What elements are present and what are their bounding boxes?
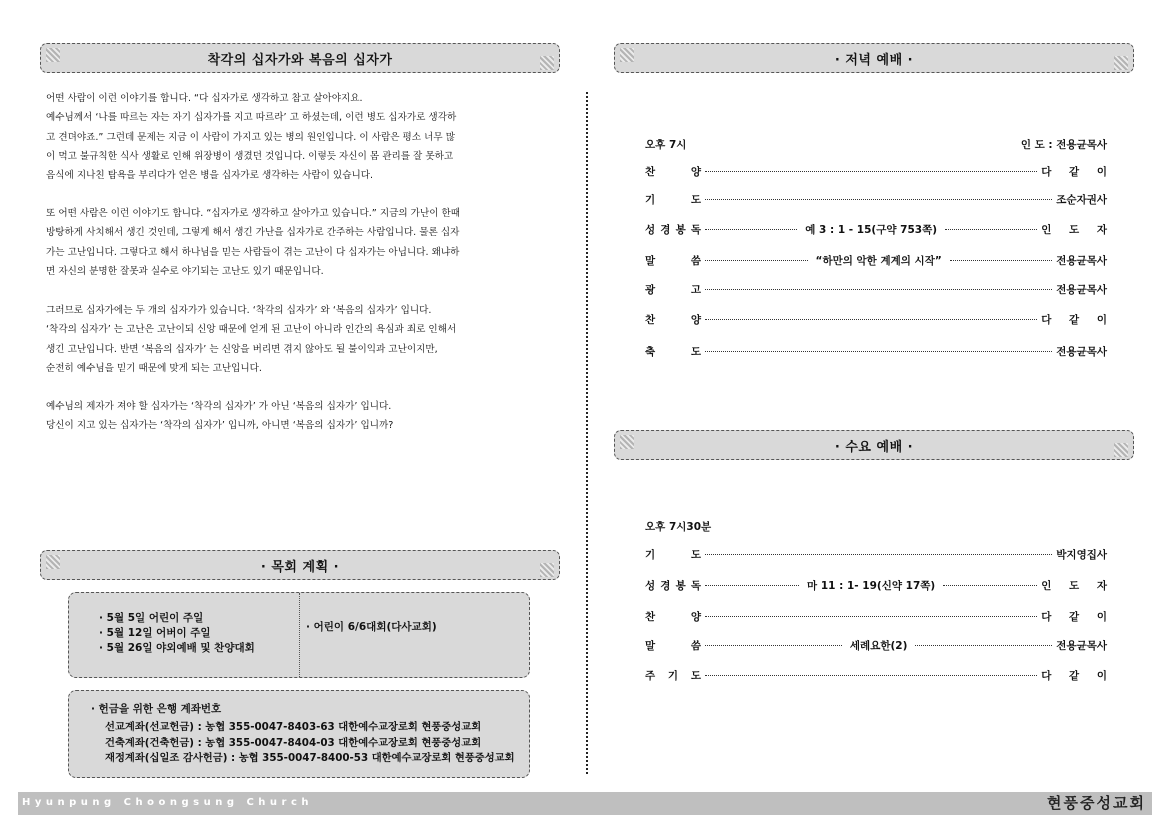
essay-paragraph <box>46 204 534 281</box>
order-row <box>645 576 1114 594</box>
bank-title: · 헌금을 위한 은행 계좌번호 <box>91 703 222 715</box>
church-name-english: Hyunpung Choongsung Church <box>22 797 314 808</box>
label-char: 도 <box>690 345 701 358</box>
order-row <box>645 636 1107 654</box>
order-row <box>645 190 1107 208</box>
order-leader: 인 도 자 <box>1041 223 1114 236</box>
label-char: 기 <box>645 548 656 561</box>
order-leader: 다 같 이 <box>1041 669 1114 682</box>
corner-pattern-icon <box>620 435 634 449</box>
order-label <box>645 222 701 237</box>
corner-pattern-icon <box>1114 56 1128 70</box>
dot-leader <box>705 675 1037 676</box>
dot-leader <box>705 260 808 261</box>
essay-title: 착각의 십자가와 복음의 십자가 <box>207 52 393 68</box>
text-line: 음식에 지나친 탐욕을 부리다가 얻은 병을 십자가로 생각하는 사람이 있습니다. <box>46 170 374 182</box>
text-line: 생긴 고난입니다. 반면 ‘복음의 십자가’ 는 신앙을 버리면 겪지 않아도 될 불이익과 고난이지만, <box>46 343 438 355</box>
label-char: 도 <box>690 193 701 206</box>
bank-line: 선교계좌(선교헌금) : 농협 355-0047-8403-63 대한예수교장로회 현풍중성교회 <box>105 721 482 733</box>
corner-pattern-icon <box>1114 443 1128 457</box>
plan-item: · 5월 12일 어버이 주일 <box>99 627 211 639</box>
order-detail: 마 11 : 1- 19(신약 17쪽) <box>807 579 936 592</box>
order-row <box>645 545 1107 563</box>
dot-leader <box>705 229 797 230</box>
label-char: 찬 <box>645 165 656 178</box>
plan-item: · 어린이 6/6대회(다사교회) <box>306 621 437 633</box>
text-line: 예수님께서 ‘나를 따르는 자는 자기 십자가를 지고 따르라’ 고 하셨는데, 이런 병도 십자가로 생각하 <box>46 112 457 124</box>
wednesday-title: · 수요 예배 · <box>834 439 914 455</box>
evening-title-banner <box>614 43 1134 73</box>
order-detail: 세례요한(2) <box>849 639 908 652</box>
dot-leader <box>705 645 842 646</box>
order-leader: 조순자권사 <box>1056 193 1107 206</box>
text-line: 이 먹고 불규칙한 식사 생활로 인해 위장병이 생겼던 것입니다. 이렇듯 자신이 몸 관리를 잘 못하고 <box>46 150 454 162</box>
label-char: 말 <box>645 254 656 267</box>
text-line: 고 견뎌야죠.” 그런데 문제는 지금 이 사람이 가지고 있는 병의 원인입니다. 이 사람은 평소 너무 많 <box>46 131 455 143</box>
corner-pattern-icon <box>46 48 60 62</box>
label-char: 독 <box>690 223 701 236</box>
dot-leader <box>950 260 1053 261</box>
essay-title-banner <box>40 43 560 73</box>
evening-title: · 저녁 예배 · <box>834 52 914 68</box>
bank-line: 재정계좌(십일조 감사헌금) : 농협 355-0047-8400-53 대한예수교장로회 현풍중성교회 <box>105 752 515 764</box>
order-label <box>645 164 701 179</box>
order-row <box>645 251 1107 269</box>
dot-leader <box>705 554 1052 555</box>
dot-leader <box>705 289 1052 290</box>
label-char: 기 <box>645 193 656 206</box>
label-char: 성 <box>645 223 656 236</box>
dot-leader <box>705 199 1052 200</box>
label-char: 광 <box>645 283 656 296</box>
order-label <box>645 638 701 653</box>
label-char: 성 <box>645 579 656 592</box>
label-char: 경 <box>660 223 671 236</box>
essay-paragraph <box>46 301 534 378</box>
label-char: 찬 <box>645 610 656 623</box>
text-line: ‘착각의 십자가’ 는 고난은 고난이되 신앙 때문에 얻게 된 고난이 아니라 인간의 욕심과 죄로 인해서 <box>46 324 457 336</box>
dot-leader <box>943 585 1037 586</box>
plan-divider <box>299 593 300 677</box>
bank-box <box>68 690 530 778</box>
label-char: 축 <box>645 345 656 358</box>
dot-leader <box>705 616 1037 617</box>
label-char: 봉 <box>675 223 686 236</box>
dot-leader <box>705 319 1037 320</box>
label-char: 경 <box>660 579 671 592</box>
label-char: 양 <box>690 313 701 326</box>
evening-preacher: 인 도 : 전용균목사 <box>1020 139 1107 151</box>
plan-item: · 5월 5일 어린이 주일 <box>99 612 204 624</box>
text-line: 순전히 예수님을 믿기 때문에 맞게 되는 고난입니다. <box>46 362 262 374</box>
order-row <box>645 280 1107 298</box>
label-char: 도 <box>690 669 701 682</box>
order-label <box>645 578 701 593</box>
text-line: 예수님의 제자가 져야 할 십자가는 ‘착각의 십자가’ 가 아닌 ‘복음의 십자가’ 입니다. <box>46 401 392 412</box>
plan-item: · 5월 26일 야외예배 및 찬양대회 <box>99 642 255 654</box>
order-row <box>645 162 1114 180</box>
label-char: 말 <box>645 639 656 652</box>
order-leader: 박지영집사 <box>1056 548 1107 561</box>
plan-list <box>99 611 255 656</box>
order-leader: 전용균목사 <box>1056 639 1108 652</box>
dot-leader <box>915 645 1052 646</box>
order-leader: 전용균목사 <box>1056 283 1107 296</box>
order-row <box>645 310 1114 328</box>
label-char: 기 <box>667 669 679 682</box>
label-char: 고 <box>690 283 701 296</box>
label-char: 양 <box>690 165 701 178</box>
footer-bar <box>18 792 1152 815</box>
column-divider <box>586 92 588 774</box>
corner-pattern-icon <box>620 48 634 62</box>
text-line: 그러므로 십자가에는 두 개의 십자가가 있습니다. ‘착각의 십자가’ 와 ‘복음의 십자가’ 입니다. <box>46 305 432 316</box>
order-leader: 다 같 이 <box>1041 313 1114 326</box>
order-label <box>645 253 701 268</box>
order-label <box>645 668 701 683</box>
church-name-korean: 현풍중성교회 <box>1047 794 1146 812</box>
order-leader: 전용균목사 <box>1056 345 1107 358</box>
bank-line: 건축계좌(건축헌금) : 농협 355-0047-8404-03 대한예수교장로회 현풍중성교회 <box>105 737 482 749</box>
order-leader: 다 같 이 <box>1041 165 1114 178</box>
label-char: 독 <box>690 579 701 592</box>
label-char: 씀 <box>690 639 701 652</box>
text-line: 면 자신의 분명한 잘못과 실수로 야기되는 고난도 있기 때문입니다. <box>46 265 324 277</box>
plan-box <box>68 592 530 678</box>
order-label <box>645 192 701 207</box>
label-char: 봉 <box>675 579 686 592</box>
plan-title: · 목회 계획 · <box>260 559 340 575</box>
order-leader: 인 도 자 <box>1041 579 1114 592</box>
order-row <box>645 220 1114 238</box>
order-label <box>645 609 701 624</box>
label-char: 도 <box>690 548 701 561</box>
corner-pattern-icon <box>540 56 554 70</box>
wednesday-time: 오후 7시30분 <box>645 521 712 533</box>
label-char: 찬 <box>645 313 656 326</box>
text-line: 당신이 지고 있는 십자가는 ‘착각의 십자가’ 입니까, 아니면 ‘복음의 십자가’ 입니까? <box>46 420 394 432</box>
dot-leader <box>705 585 799 586</box>
order-detail: 예 3 : 1 - 15(구약 753쪽) <box>805 223 938 236</box>
order-label <box>645 312 701 327</box>
order-label <box>645 547 701 562</box>
essay-paragraph <box>46 89 534 185</box>
dot-leader <box>705 351 1052 352</box>
order-label <box>645 282 701 297</box>
order-detail: “하만의 악한 계계의 시작” <box>815 254 942 267</box>
plan-title-banner <box>40 550 560 580</box>
text-line: 또 어떤 사람은 이런 이야기도 합니다. “십자가로 생각하고 살아가고 있습니다.” 지금의 가난이 한때 <box>46 208 461 219</box>
corner-pattern-icon <box>46 555 60 569</box>
order-label <box>645 344 701 359</box>
order-row <box>645 342 1107 360</box>
corner-pattern-icon <box>540 563 554 577</box>
text-line: 어떤 사람이 이런 이야기를 합니다. “다 십자가로 생각하고 참고 살아야지요. <box>46 93 363 104</box>
essay-paragraph <box>46 397 534 436</box>
evening-time: 오후 7시 <box>645 139 687 151</box>
label-char: 씀 <box>690 254 701 267</box>
label-char: 주 <box>645 669 656 682</box>
wednesday-title-banner <box>614 430 1134 460</box>
order-leader: 전용균목사 <box>1056 254 1108 267</box>
text-line: 방탕하게 사치해서 생긴 것인데, 그렇게 해서 생긴 가난을 십자가로 간주하는 사람입니다. 물론 십자 <box>46 227 460 239</box>
label-char: 양 <box>690 610 701 623</box>
order-leader: 다 같 이 <box>1041 610 1114 623</box>
text-line: 가는 고난입니다. 그렇다고 해서 하나님을 믿는 사람들이 겪는 고난이 다 십자가는 아닙니다. 왜냐하 <box>46 246 460 258</box>
dot-leader <box>945 229 1037 230</box>
order-row <box>645 607 1114 625</box>
dot-leader <box>705 171 1037 172</box>
order-row <box>645 666 1114 684</box>
